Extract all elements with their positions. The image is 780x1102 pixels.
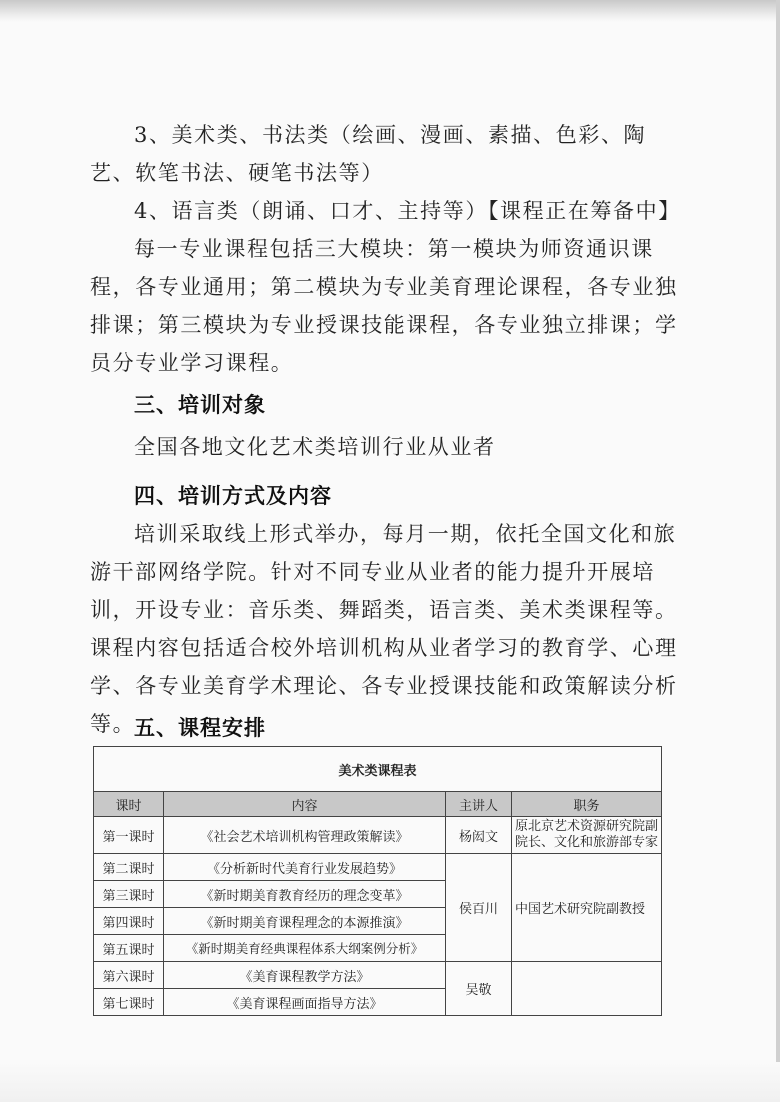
heading-course-schedule: 五、课程安排 xyxy=(134,716,266,740)
session-cell: 第七课时 xyxy=(94,989,164,1016)
content-cell: 《分析新时代美育行业发展趋势》 xyxy=(164,854,446,881)
paragraph-language: 4、语言类（朗诵、口才、主持等）【课程正在筹备中】 xyxy=(134,199,681,223)
paragraph-modules: 每一专业课程包括三大模块：第一模块为师资通识课程，各专业通用；第二模块为专业美育理论课程，各专业独排课；第三模块为专业授课技能课程，各专业独立排课；学员分专业学习课程。 xyxy=(90,237,678,375)
content-cell: 《新时期美育课程理念的本源推演》 xyxy=(164,908,446,935)
table-row xyxy=(94,817,662,854)
scan-shadow-right xyxy=(776,0,780,1102)
content-cell: 《新时期美育经典课程体系大纲案例分析》 xyxy=(164,935,446,962)
scan-shadow-top xyxy=(0,0,780,22)
session-cell: 第六课时 xyxy=(94,962,164,989)
content-cell: 《美育课程画面指导方法》 xyxy=(164,989,446,1016)
lecturer-cell: 吴敬 xyxy=(446,962,512,1016)
paragraph-target: 全国各地文化艺术类培训行业从业者 xyxy=(134,435,496,459)
course-table xyxy=(93,746,662,1016)
content-cell: 《新时期美育教育经历的理念变革》 xyxy=(164,881,446,908)
paragraph-art-calligraphy: 3、美术类、书法类（绘画、漫画、素描、色彩、陶艺、软笔书法、硬笔书法等） xyxy=(90,123,647,185)
session-cell: 第一课时 xyxy=(94,817,164,854)
table-title: 美术类课程表 xyxy=(94,747,662,792)
heading-training-method: 四、培训方式及内容 xyxy=(134,484,332,508)
header-session: 课时 xyxy=(94,792,164,817)
table-header-row xyxy=(94,792,662,817)
content-cell: 《美育课程教学方法》 xyxy=(164,962,446,989)
position-cell xyxy=(512,962,662,1016)
paragraph-method: 培训采取线上形式举办，每月一期，依托全国文化和旅游干部网络学院。针对不同专业从业者的能力提升开展培训，开设专业：音乐类、舞蹈类，语言类、美术类课程等。课程内容包括适合校外培训机构从业者学习的教育学、心理学、各专业美育学术理论、各专业授课技能和政策解读分析等。 xyxy=(90,522,678,736)
table-row xyxy=(94,854,662,881)
header-lecturer: 主讲人 xyxy=(446,792,512,817)
position-cell: 中国艺术研究院副教授 xyxy=(512,854,662,962)
session-cell: 第三课时 xyxy=(94,881,164,908)
heading-training-target: 三、培训对象 xyxy=(134,393,266,417)
session-cell: 第五课时 xyxy=(94,935,164,962)
header-content: 内容 xyxy=(164,792,446,817)
session-cell: 第二课时 xyxy=(94,854,164,881)
position-cell: 原北京艺术资源研究院副院长、文化和旅游部专家 xyxy=(512,817,662,854)
lecturer-cell: 杨闳文 xyxy=(446,817,512,854)
content-cell: 《社会艺术培训机构管理政策解读》 xyxy=(164,817,446,854)
lecturer-cell: 侯百川 xyxy=(446,854,512,962)
scan-shadow-bottom xyxy=(0,1062,780,1102)
session-cell: 第四课时 xyxy=(94,908,164,935)
header-position: 职务 xyxy=(512,792,662,817)
table-row xyxy=(94,962,662,989)
